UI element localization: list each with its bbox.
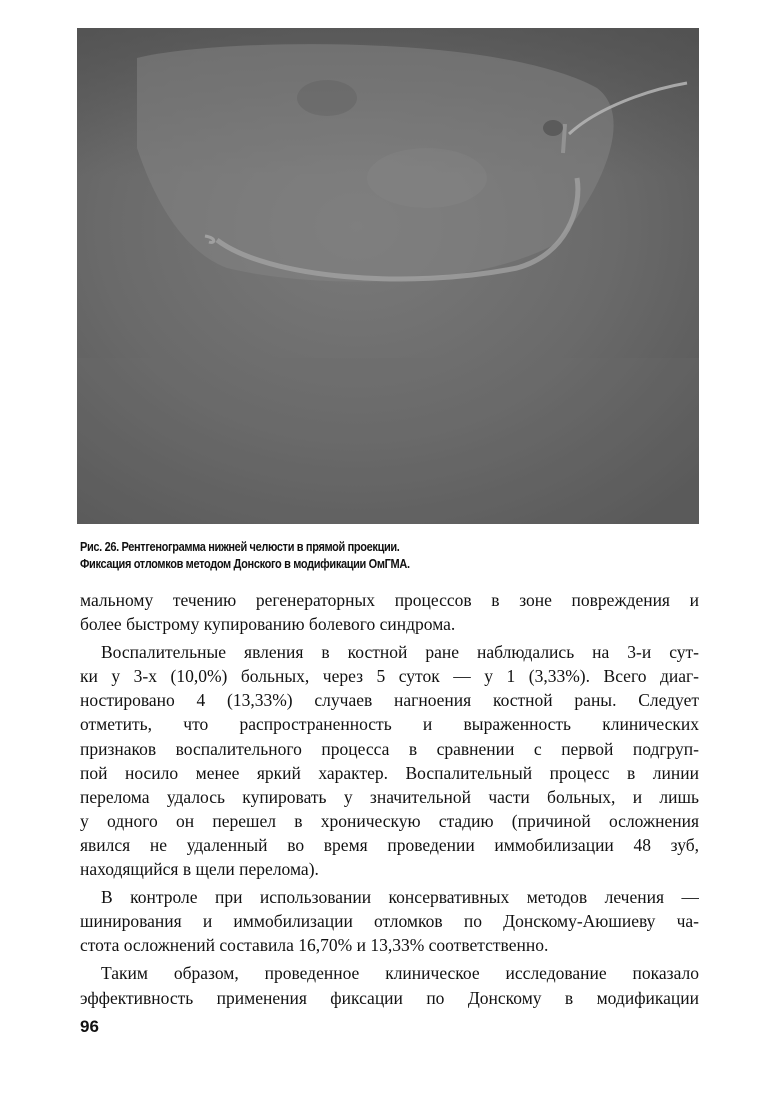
figure-label: Рис. 26. (80, 540, 119, 554)
text-line: более быстрому купированию болевого синдрома. (80, 614, 456, 635)
text-line: признаков воспалительного процесса в сравнении с первой подгруп- (80, 738, 699, 759)
paragraph (80, 885, 699, 957)
text-line: Воспалительные явления в костной ране наблюдались на 3-и сут- (101, 642, 699, 663)
paragraph (80, 640, 699, 881)
text-line: ки у 3-х (10,0%) больных, через 5 суток — у 1 (3,33%). Всего диаг- (80, 666, 699, 687)
text-line: пой носило менее яркий характер. Воспалительный процесс в линии (80, 762, 699, 783)
figure-caption (80, 539, 643, 573)
text-line: шинирования и иммобилизации отломков по Донскому-Аюшиеву ча- (80, 911, 699, 932)
text-line: мальному течению регенераторных процессов в зоне повреждения и (80, 590, 699, 610)
page-number: 96 (80, 1017, 99, 1036)
text-line: ностировано 4 (13,33%) случаев нагноения костной раны. Следует (80, 690, 699, 711)
caption-line-2: Фиксация отломков методом Донского в модификации ОмГМА. (80, 557, 410, 571)
paragraph (80, 961, 699, 1009)
text-line: В контроле при использовании консервативных методов лечения — (101, 887, 699, 908)
text-line: находящийся в щели перелома). (80, 859, 319, 880)
text-line: явился не удаленный во время проведении иммобилизации 48 зуб, (80, 834, 699, 855)
xray-figure (77, 28, 699, 524)
caption-line-1: Рис. 26. Рентгенограмма нижней челюсти в прямой проекции. (80, 540, 400, 554)
body-text (80, 588, 699, 1014)
text-line: эффективность применения фиксации по Донскому в модификации (80, 987, 699, 1008)
xray-image (77, 28, 699, 524)
paragraph (80, 588, 699, 636)
text-line: стота осложнений составила 16,70% и 13,33% соответственно. (80, 935, 549, 956)
text-line: отметить, что распространенность и выраженность клинических (80, 714, 699, 735)
text-line: перелома удалось купировать у значительной части больных, и лишь (80, 786, 699, 807)
text-line: Таким образом, проведенное клиническое исследование показало (101, 963, 699, 984)
text-line: у одного он перешел в хроническую стадию (причиной осложнения (80, 810, 699, 831)
